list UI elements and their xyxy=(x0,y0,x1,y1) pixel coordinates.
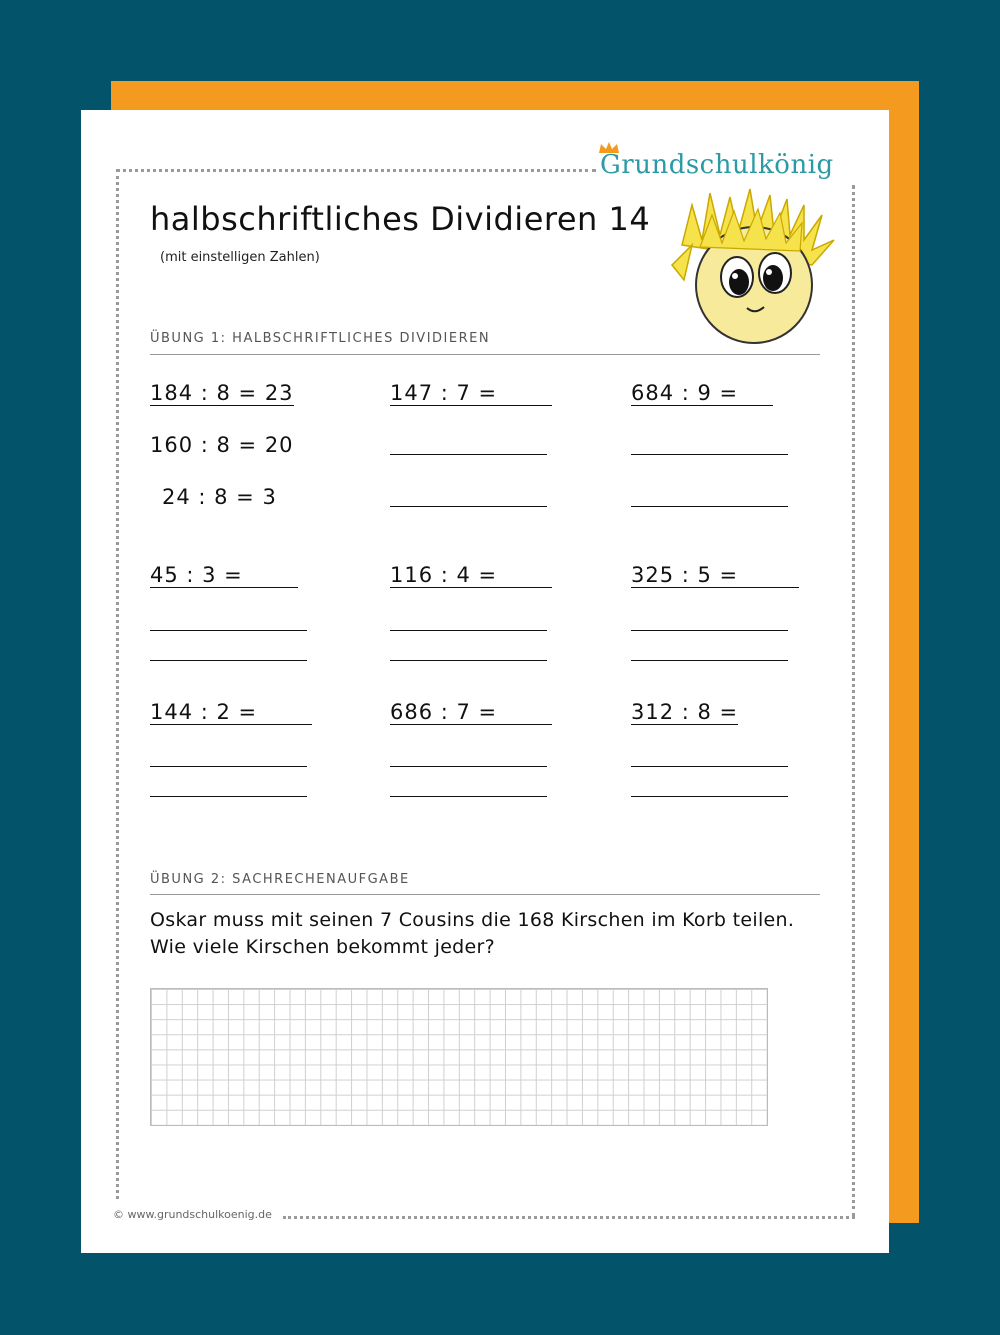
answer-line[interactable] xyxy=(390,454,547,455)
task-45-div-3: 45 : 3 = xyxy=(150,563,298,588)
answer-line[interactable] xyxy=(631,630,788,631)
answer-line[interactable] xyxy=(390,506,547,507)
task-116-div-4: 116 : 4 = xyxy=(390,563,552,588)
answer-line[interactable] xyxy=(390,796,547,797)
answer-line[interactable] xyxy=(150,660,307,661)
answer-line[interactable] xyxy=(150,630,307,631)
page-subtitle: (mit einstelligen Zahlen) xyxy=(160,250,320,265)
exercise-1-rule xyxy=(150,354,820,355)
answer-line[interactable] xyxy=(390,660,547,661)
step-24-div-8: 24 : 8 = 3 xyxy=(162,485,277,509)
answer-line[interactable] xyxy=(631,454,788,455)
answer-line[interactable] xyxy=(631,660,788,661)
exercise-2-rule xyxy=(150,894,820,895)
dotted-border-left xyxy=(116,169,119,1199)
answer-line[interactable] xyxy=(150,796,307,797)
answer-line[interactable] xyxy=(631,766,788,767)
answer-grid[interactable] xyxy=(150,988,768,1126)
answer-line[interactable] xyxy=(631,796,788,797)
task-312-div-8: 312 : 8 = xyxy=(631,700,739,724)
mascot-face-icon xyxy=(662,185,842,345)
exercise-2-heading: ÜBUNG 2: SACHRECHENAUFGABE xyxy=(150,872,410,887)
step-160-div-8: 160 : 8 = 20 xyxy=(150,433,294,457)
task-684-div-9: 684 : 9 = xyxy=(631,381,773,406)
task-325-div-5: 325 : 5 = xyxy=(631,563,799,588)
brand-logo: Grundschulkönig xyxy=(600,150,834,180)
word-problem-text: Oskar muss mit seinen 7 Cousins die 168 Kirschen im Korb teilen. Wie viele Kirschen bekommt jeder? xyxy=(150,909,795,958)
answer-line[interactable] xyxy=(150,766,307,767)
dotted-border-bottom xyxy=(283,1216,855,1219)
task-184-div-8: 184 : 8 = 23 xyxy=(150,381,294,405)
answer-line[interactable] xyxy=(390,766,547,767)
task-686-div-7: 686 : 7 = xyxy=(390,700,552,725)
dotted-border-top xyxy=(116,169,596,172)
footer-copyright: © www.grundschulkoenig.de xyxy=(113,1208,272,1221)
exercise-1-heading: ÜBUNG 1: HALBSCHRIFTLICHES DIVIDIEREN xyxy=(150,331,491,346)
dotted-border-right xyxy=(852,185,855,1217)
task-147-div-7: 147 : 7 = xyxy=(390,381,552,406)
answer-line[interactable] xyxy=(631,506,788,507)
answer-line[interactable] xyxy=(390,630,547,631)
task-144-div-2: 144 : 2 = xyxy=(150,700,312,725)
page-title: halbschriftliches Dividieren 14 xyxy=(150,200,651,238)
